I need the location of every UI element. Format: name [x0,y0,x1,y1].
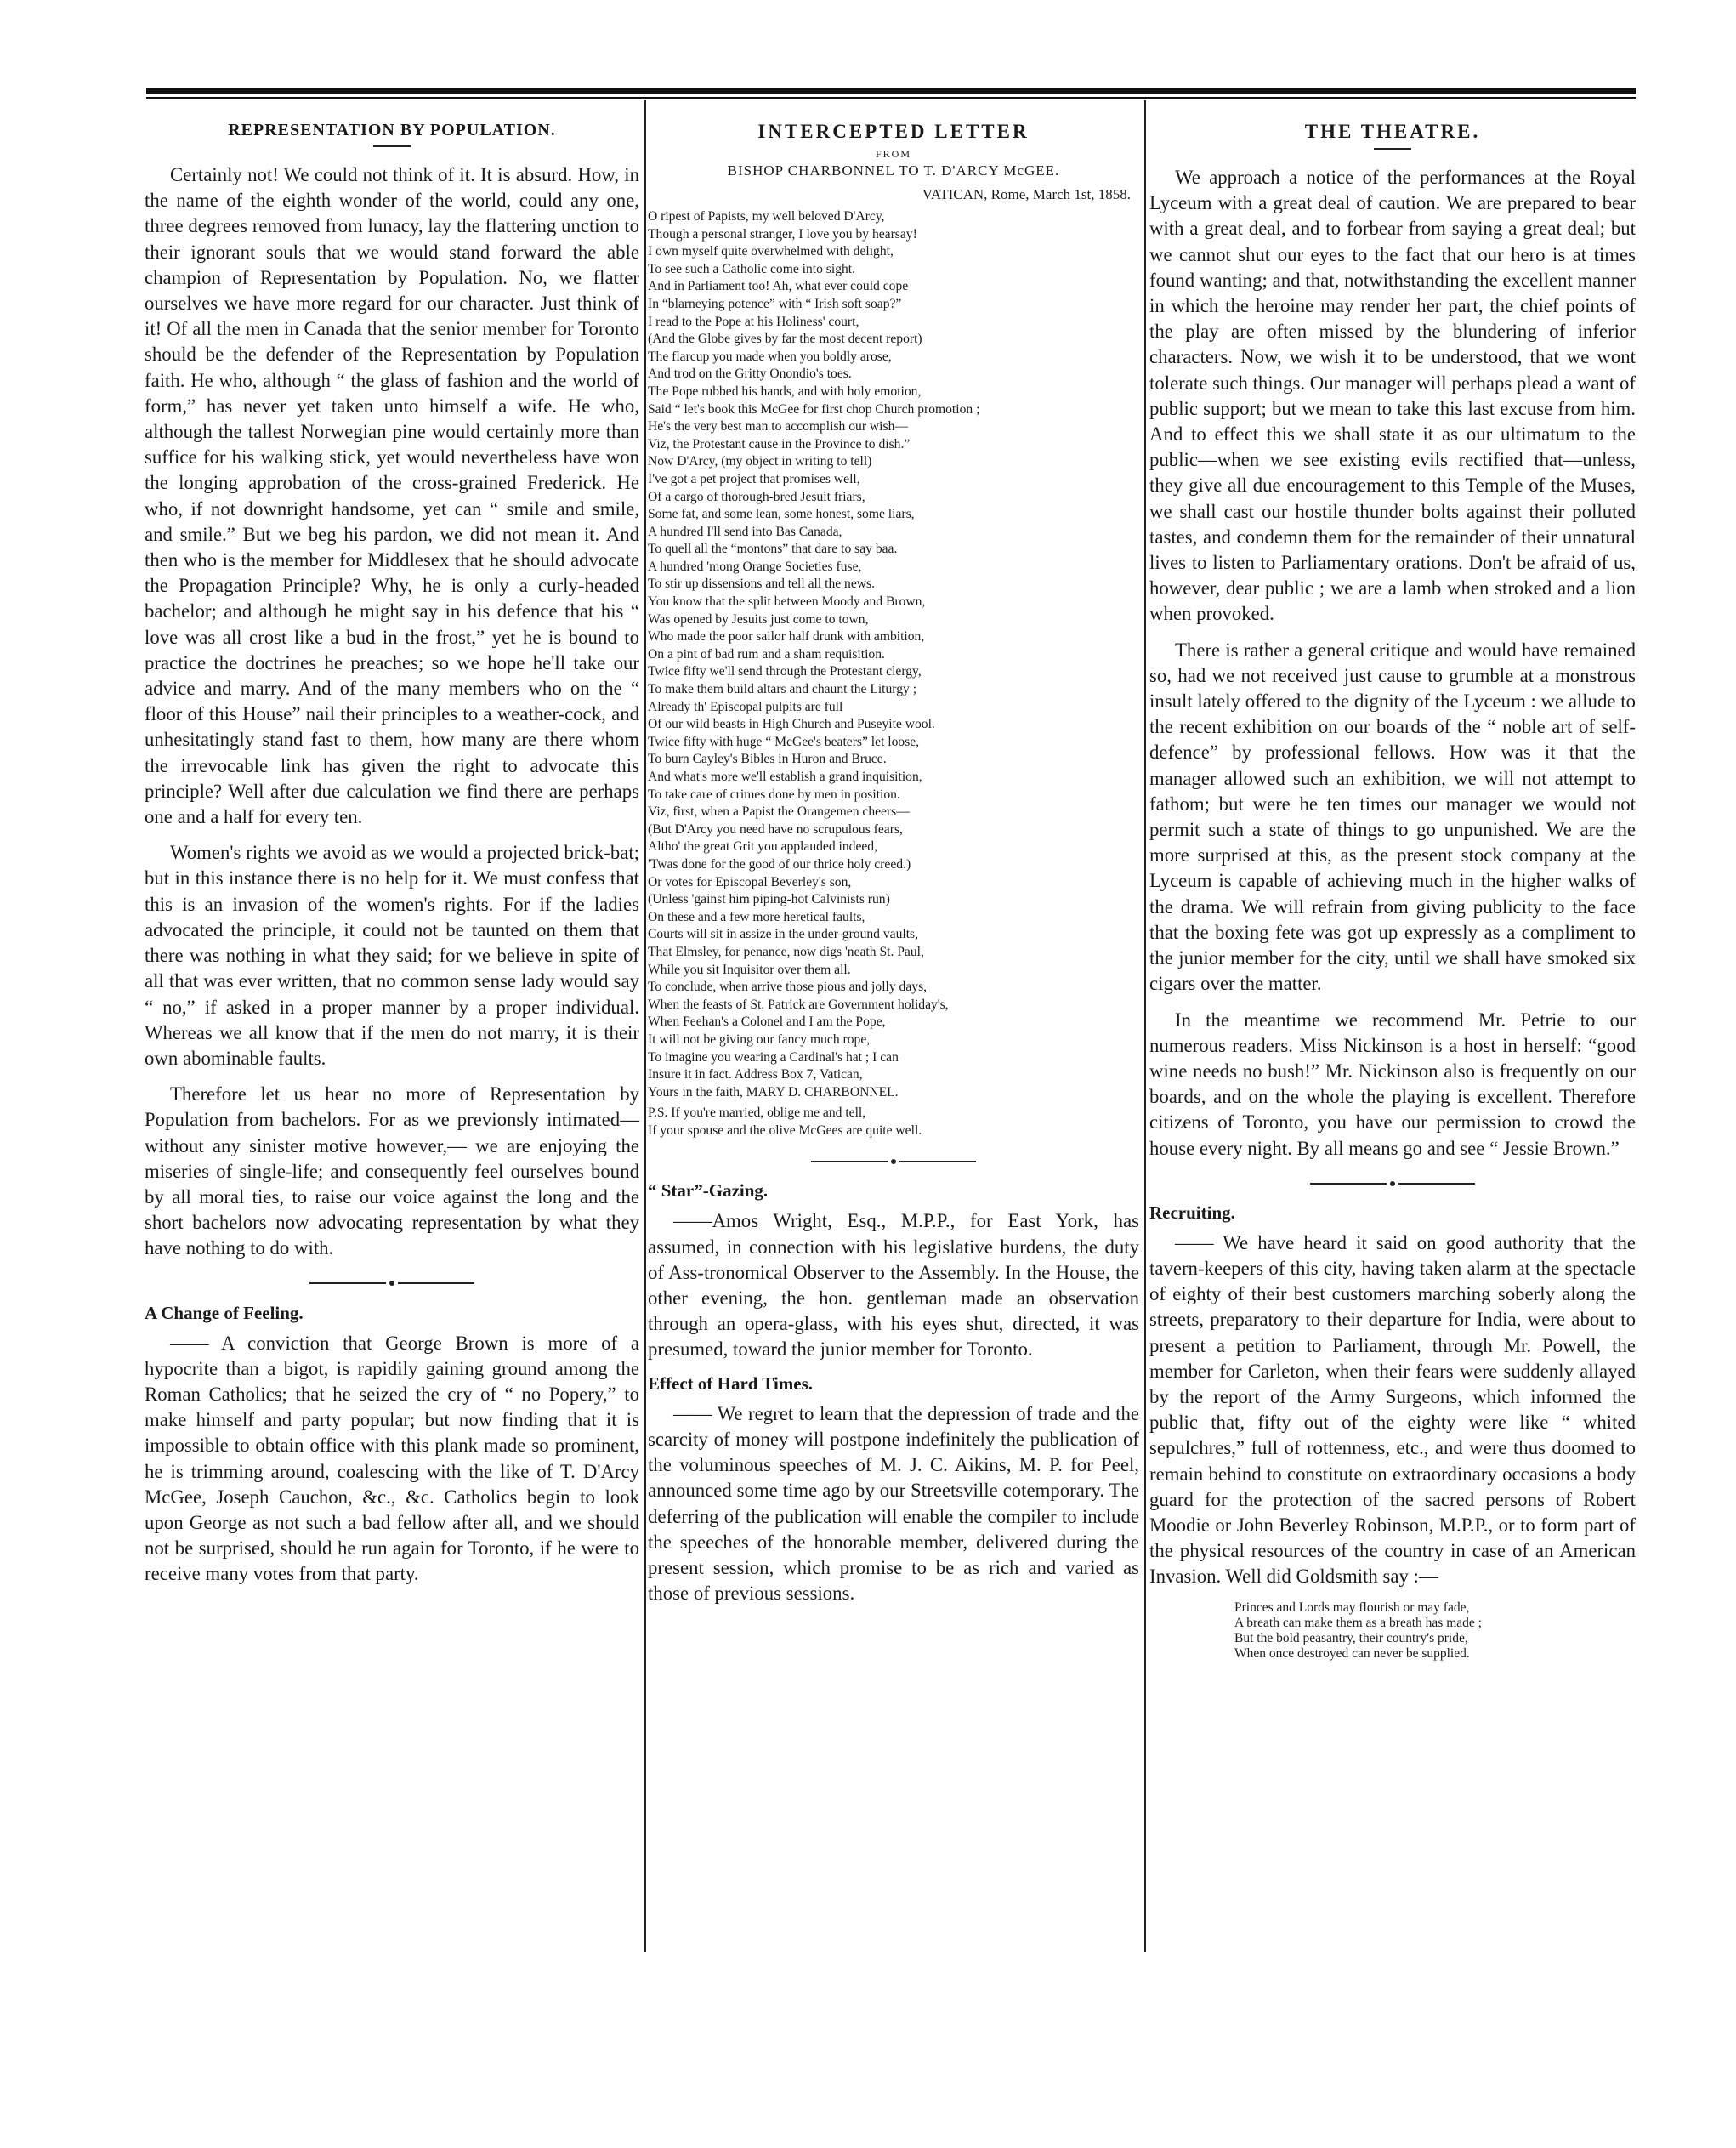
poem-line: O ripest of Papists, my well beloved D'Arcy, [648,209,885,224]
paragraph: ——Amos Wright, Esq., M.P.P., for East York, has assumed, in connection with his legislative burdens, the duty of Ass-tronomical Observer to the Assembly. In the House, the other evening, the hon. gentleman made an observation through an opera-glass, with his eyes shut, directed, it was presumed, toward the junior member for Toronto. [648,1210,1139,1361]
poem-line: Though a personal stranger, I love you by hearsay! [648,226,917,242]
poem-line: On a pint of bad rum and a sham requisition. [648,646,885,662]
poem-line: Already th' Episcopal pulpits are full [648,699,843,714]
masthead-rule-thin [146,97,1636,99]
poem-line: To make them build altars and chaunt the Liturgy ; [648,682,917,697]
poem-line: In “blarneying potence” with “ Irish soft soap?” [648,296,902,311]
poem-line: He's the very best man to accomplish our wish— [648,419,908,435]
paragraph: There is rather a general critique and would have remained so, had we not received just cause to grumble at a monstrous insult lately offered to the dignity of the Lyceum : we allude to the recent exhibition on our boards of the “ noble art of self-defence” by professional fellows. How was it that the manager allowed such an exhibition, we will not attempt to fathom; but were he ten times our manager we would not permit such a state of things to go unpunished. We are the more surprised at this, as the present stock company at the Lyceum is capable of achieving much in the higher walks of the drama. We will refrain from giving publicity to the face that the boxing fete was got up expressly as a compliment to the junior member for the city, until we shall have smoked six cigars over the matter. [1149,639,1636,995]
poem-line: Said “ let's book this McGee for first chop Church promotion ; [648,401,980,417]
poem-line: To burn Cayley's Bibles in Huron and Bruce. [648,752,887,767]
quoted-verse [1234,1600,1636,1662]
verse-line: A breath can make them as a breath has made ; [1234,1615,1482,1630]
letter-byline: BISHOP CHARBONNEL TO T. D'ARCY McGEE. [727,162,1060,179]
poem-line: To see such a Catholic come into sight. [648,261,856,276]
paragraph: Therefore let us hear no more of Representation by Population from bachelors. For as we previonsly intimated—without any sinister motive however,— we are enjoying the miseries of single-life; and consequently feel ourselves bound by all moral ties, to raise our voice against the long and the short bachelors now advocating representation by what they have nothing to do with. [145,1083,639,1259]
masthead-rule [146,88,1636,94]
poem-line: Twice fifty with huge “ McGee's beaters” let loose, [648,734,920,749]
poem [648,208,1139,1101]
poem-line: 'Twas done for the good of our thrice holy creed.) [648,856,911,872]
poem-line: And what's more we'll establish a grand inquisition, [648,770,922,784]
paragraph: We approach a notice of the performances at the Royal Lyceum with a great deal of caution. We are prepared to bear with a great deal, and to forbear from saying a great deal; but we cannot shut our eyes to the fact that our hero is at times found wanting; and that, notwithstanding the excellent manner in which the heroine may render her part, the chief points of the play are often missed by the blundering of inferior characters. Now, we wish it to be understood, that we wont tolerate such things. Our manager will perhaps plead a want of public support; but we mean to take this last excuse from him. And to effect this we shall state it as our ultimatum to the public—when we see existing evils rectified that—unless, they give all due encouragement to this Temple of the Muses, we shall cast our hostile thunder bolts against their polluted tastes, and condemn them for the remainder of their unnatural lives to listen to Parliamentary orations. Don't be afraid of us, however, dear public ; we are a lamb when stroked and a lion when provoked. [1149,167,1636,625]
poem-line: Or votes for Episcopal Beverley's son, [648,874,852,889]
article-title: INTERCEPTED LETTER [757,121,1030,142]
poem-line: Insure it in fact. Address Box 7, Vatican, [648,1067,863,1083]
poem-line: To imagine you wearing a Cardinal's hat ; I can [648,1049,899,1065]
postscript-line: If your spouse and the olive McGees are quite well. [648,1122,922,1138]
verse-line: But the bold peasantry, their country's pride, [1234,1630,1468,1645]
title-rule [1374,148,1411,150]
article-heading: A Change of Feeling. [145,1302,304,1323]
verse-line: When once destroyed can never be supplied. [1234,1645,1470,1661]
poem-line: To take care of crimes done by men in position. [648,787,900,802]
poem-line: It will not be giving our fancy much rope, [648,1031,871,1047]
paragraph: —— We regret to learn that the depression of trade and the scarcity of money will postpone indefinitely the publication of the voluminous speeches of M. J. C. Aikins, M. P. for Peel, announced some time ago by our Streetsville cotemporary. The deferring of the publication will enable the compiler to include the speeches of the honorable member, delivered during the present session, which promise to be as rich and varied as those of previous sessions. [648,1402,1139,1605]
paragraph: —— We have heard it said on good authority that the tavern-keepers of this city, having taken alarm at the spectacle of eighty of their best customers marching soberly along the streets, preparatory to their departure for India, were about to present a petition to Parliament, through Mr. Powell, the member for Carleton, when their fears were suddenly allayed by the report of the Army Surgeons, which informed the public that, fifty out of the eighty were like “ whited sepulchres,” full of rottenness, etc., and were thus doomed to remain behind to constitute on extraordinary occasions a body guard for the protection of the sacred persons of Robert Moodie or John Beverley Robinson, M.P.P., or to form part of the physical resources of the country in case of an American Invasion. Well did Goldsmith say :— [1149,1231,1636,1588]
verse-line: Princes and Lords may flourish or may fade, [1234,1600,1470,1615]
poem-line: Some fat, and some lean, some honest, some liars, [648,507,915,522]
column-divider-1 [644,100,646,1952]
poem-line: You know that the split between Moody and Brown, [648,594,926,610]
poem-line: To quell all the “montons” that dare to say baa. [648,542,898,557]
column-divider-2 [1144,100,1146,1952]
poem-line: A hundred I'll send into Bas Canada, [648,524,842,539]
poem-line: To stir up dissensions and tell all the news. [648,577,876,592]
poem-line: Who made the poor sailor half drunk with ambition, [648,629,925,645]
poem-line: I own myself quite overwhelmed with delight, [648,244,894,259]
paragraph: Certainly not! We could not think of it. It is absurd. How, in the name of the eighth wonder of the world, could any one, three degrees removed from lunacy, lay the flattering unction to their ignorant souls that we would stand forward the able champion of Representation by Population. No, we flatter ourselves we have more regard for our character. Just think of it! Of all the men in Canada that the senior member for Toronto should be the defender of the Representation by Population faith. He who, although “ the glass of fashion and the world of form,” has never yet taken unto himself a wife. He who, although the tallest Norwegian pine would certainly more than suffice for his walking stick, yet would nevertheless have won the longing approbation of the cross-grained Frederick. He who, if not downright handsome, yet can “ smile and smile, and smile.” But we beg his pardon, we did not mean it. And then who is the member for Middlesex that he should advocate the Propagation Principle? Why, he is only a curly-headed bachelor; and although he might say in his defence that his “ love was all crost like a bud in the frost,” yet he is bound to practice the doctrines he preaches; so we hope he'll take our advice and marry. And of the many members who on the “ floor of this House” nail their principles to a weather-cock, and unhesitatingly stand fast to them, how many are there whom the irrevocable link has given the right to advocate this principle? Well after due calculation we find there are perhaps one and a half for every ten. [145,164,639,828]
poem-line: Yours in the faith, MARY D. CHARBONNEL. [648,1084,899,1100]
subtitle-from: FROM [875,148,911,160]
poem-line: Was opened by Jesuits just come to town, [648,611,869,627]
article-heading: Effect of Hard Times. [648,1372,814,1394]
section-separator [145,1277,639,1291]
poem-line: Viz, the Protestant cause in the Province to dish.” [648,436,911,452]
poem-line: That Elmsley, for penance, now digs 'neath St. Paul, [648,944,924,959]
poem-line: A hundred 'mong Orange Societies fuse, [648,559,862,574]
poem-line: Altho' the great Grit you applauded indeed, [648,839,877,855]
poem-line: Of a cargo of thorough-bred Jesuit friars, [648,489,865,504]
poem-line: (But D'Arcy you need have no scrupulous fears, [648,821,903,837]
poem-line: Viz, first, when a Papist the Orangemen cheers— [648,804,910,820]
poem-line: And trod on the Gritty Onondio's toes. [648,367,852,382]
poem-line: I read to the Pope at his Holiness' court, [648,314,859,329]
poem-line: (And the Globe gives by far the most decent report) [648,332,922,347]
dateline: VATICAN, Rome, March 1st, 1858. [922,186,1131,202]
poem-line: Twice fifty we'll send through the Protestant clergy, [648,664,922,679]
poem-line: Now D'Arcy, (my object in writing to tell) [648,454,872,469]
poem-line: Of our wild beasts in High Church and Puseyite wool. [648,717,935,732]
article-heading: “ Star”-Gazing. [648,1180,769,1202]
poem-line: To conclude, when arrive those pious and jolly days, [648,980,928,995]
poem-line: On these and a few more heretical faults, [648,909,865,924]
poem-line: When Feehan's a Colonel and I am the Pope, [648,1014,886,1030]
poem-line: When the feasts of St. Patrick are Government holiday's, [648,997,949,1012]
column-1 [145,109,639,1598]
poem-line: Courts will sit in assize in the under-ground vaults, [648,927,919,942]
poem-line: While you sit Inquisitor over them all. [648,962,851,977]
article-title: THE THEATRE. [1304,121,1481,142]
poem-line: The flarcup you made when you boldly arose, [648,349,892,364]
poem-line: I've got a pet project that promises well, [648,471,860,486]
paragraph: In the meantime we recommend Mr. Petrie to our numerous readers. Miss Nickinson is a host in herself: “good wine needs no bush!” Mr. Nickinson also is frequently on our boards, and on the whole the playing is excellent. Therefore citizens of Toronto, you have our permission to crowd the house every night. By all means go and see “ Jessie Brown.” [1149,1009,1636,1159]
postscript [648,1105,1139,1139]
column-3 [1149,109,1636,1662]
section-separator [1149,1177,1636,1190]
column-2 [648,109,1139,1617]
poem-line: The Pope rubbed his hands, and with holy emotion, [648,384,922,399]
postscript-line: P.S. If you're married, oblige me and tell, [648,1105,866,1121]
section-separator [648,1155,1139,1168]
poem-line: And in Parliament too! Ah, what ever could cope [648,279,909,294]
paragraph: Women's rights we avoid as we would a projected brick-bat; but in this instance there is no help for it. We must confess that this is an invasion of the women's rights. For if the ladies advocated the principle, it could not be taunted on them that there was nothing in what they said; for we believe in spite of all that was ever written, that no common sense lady would say “ no,” if asked in a proper manner by a proper individual. Whereas we all know that if the men do not marry, it is their own abominable faults. [145,842,639,1069]
title-rule [373,145,411,147]
poem-line: (Unless 'gainst him piping-hot Calvinists run) [648,892,890,907]
article-heading: Recruiting. [1149,1202,1235,1223]
article-title: REPRESENTATION BY POPULATION. [228,121,556,139]
paragraph: —— A conviction that George Brown is more of a hypocrite than a bigot, is rapidily gaining ground among the Roman Catholics; that he seized the cry of “ no Popery,” to make himself and party popular; but now finding that it is impossible to obtain office with this plank made so prominent, he is trimming around, coalescing with the like of T. D'Arcy McGee, Joseph Cauchon, &c., &c. Catholics begin to look upon George as not such a bad fellow after all, and we should not be surprised, should he run again for Toronto, if he were to receive many votes from that party. [145,1332,639,1585]
